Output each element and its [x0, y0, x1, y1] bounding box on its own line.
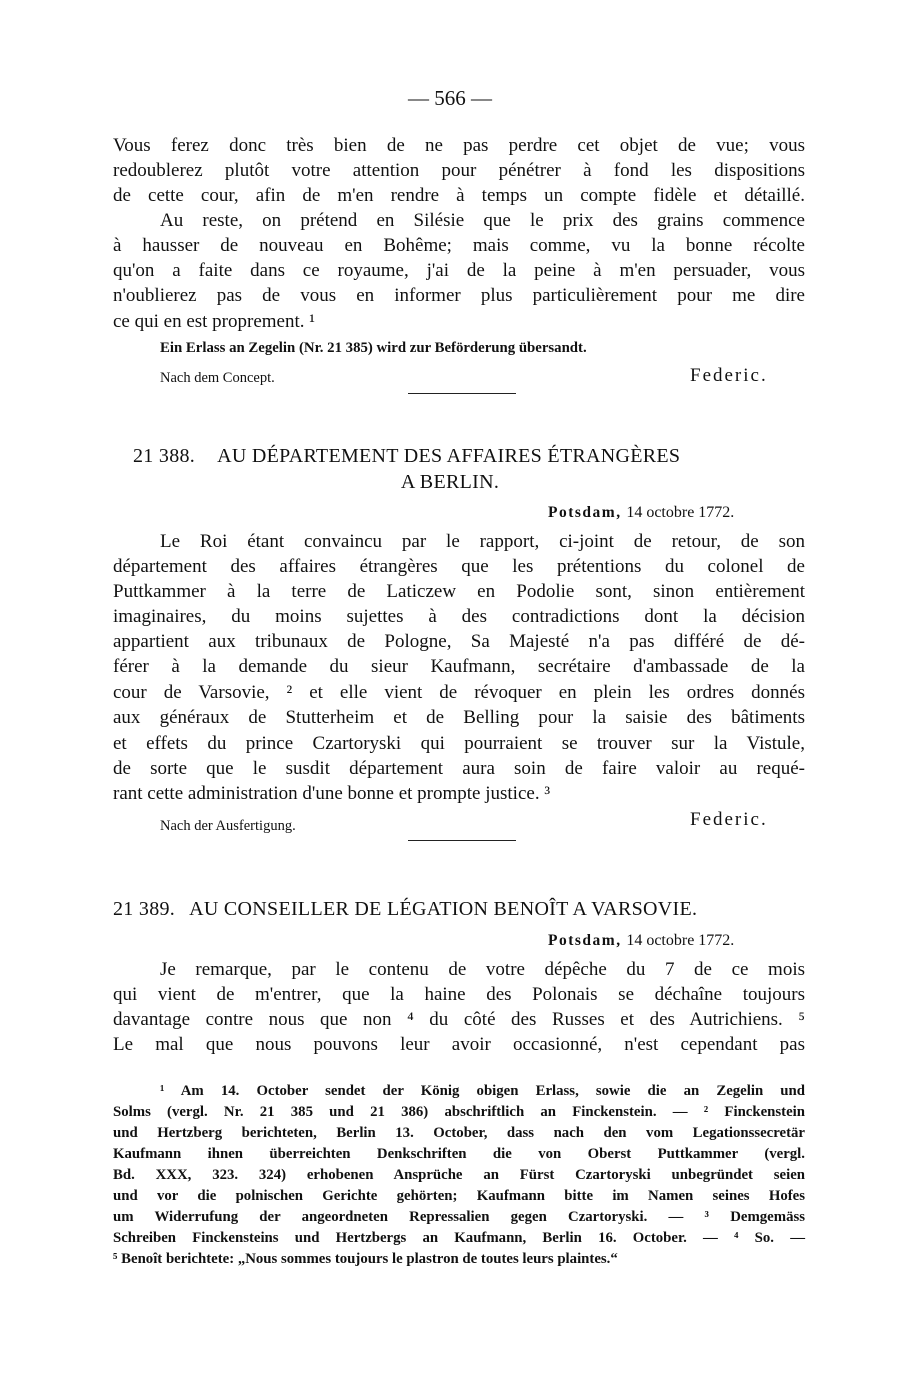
- text-line: aux généraux de Stutterheim et de Belling pour la saisie des bâtiments: [113, 707, 805, 728]
- letter-title-line2: A BERLIN.: [400, 471, 500, 493]
- text-line: Le mal que nous pouvons leur avoir occasionné, n'est cependant pas: [113, 1034, 805, 1055]
- text-line: de cette cour, afin de m'en rendre à temps un compte fidèle et détaillé.: [113, 185, 805, 206]
- letter-number: 21 389.: [113, 898, 176, 920]
- footnote-line: und vor die polnischen Gerichte gehörten; Kaufmann bitte im Namen seines Hofes: [113, 1188, 805, 1204]
- text-line: appartient aux tribunaux de Pologne, Sa Majesté n'a pas différé de dé-: [113, 631, 805, 652]
- letter-heading: [113, 897, 813, 921]
- text-line: qu'on a faite dans ce royaume, j'ai de la peine à m'en persuader, vous: [113, 260, 805, 281]
- date: 14 octobre 1772.: [626, 932, 735, 949]
- footnote-line: um Widerrufung der angeordneten Repressalien gegen Czartoryski. — ³ Demgemäss: [113, 1209, 805, 1225]
- text-line: imaginaires, du moins sujettes à des contradictions dont la décision: [113, 606, 805, 627]
- footnote-line: Schreiben Finckensteins und Hertzbergs an Kaufmann, Berlin 16. October. — ⁴ So. —: [113, 1230, 805, 1246]
- letter-title: AU DÉPARTEMENT DES AFFAIRES ÉTRANGÈRES: [217, 445, 681, 467]
- text-line: n'oublierez pas de vous en informer plus particulièrement pour me dire: [113, 285, 805, 306]
- footnote-line: ⁵ Benoît berichtete: „Nous sommes toujours le plastron de toutes leurs plaintes.“: [113, 1251, 618, 1267]
- page-number: — 566 —: [408, 86, 492, 110]
- text-line: à hausser de nouveau en Bohême; mais comme, vu la bonne récolte: [113, 235, 805, 256]
- footnote-line: Solms (vergl. Nr. 21 385 und 21 386) abschriftlich an Finckenstein. — ² Finckenstein: [113, 1104, 805, 1120]
- place-date: [548, 500, 808, 525]
- footnote-line: und Hertzberg berichteten, Berlin 13. October, dass nach den vom Legationssecretär: [113, 1125, 805, 1141]
- signature: Federic.: [690, 809, 768, 830]
- text-line: et effets du prince Czartoryski qui pourraient se trouver sur la Vistule,: [113, 733, 805, 754]
- text-line: férer à la demande du sieur Kaufmann, secrétaire d'ambassade de la: [113, 656, 805, 677]
- footnote-line: Kaufmann ihnen überreichten Denkschriften die von Oberst Puttkammer (vergl.: [113, 1146, 805, 1162]
- section-divider: [408, 840, 516, 841]
- place: Potsdam,: [548, 504, 622, 521]
- date: 14 octobre 1772.: [626, 504, 735, 521]
- text-line: davantage contre nous que non ⁴ du côté des Russes et des Autrichiens. ⁵: [113, 1009, 805, 1030]
- section-divider: [408, 393, 516, 394]
- place-date: [548, 928, 808, 953]
- footnote-line: ¹ Am 14. October sendet der König obigen Erlass, sowie die an Zegelin und: [160, 1083, 805, 1099]
- editorial-note: Ein Erlass an Zegelin (Nr. 21 385) wird zur Beförderung übersandt.: [160, 340, 587, 356]
- text-line: redoublerez plutôt votre attention pour pénétrer à fond les dispositions: [113, 160, 805, 181]
- text-line: qui vient de m'entrer, que la haine des Polonais se déchaîne toujours: [113, 984, 805, 1005]
- text-line: Le Roi étant convaincu par le rapport, ci-joint de retour, de son: [160, 531, 805, 552]
- text-line: ce qui en est proprement. ¹: [113, 311, 315, 332]
- letter-number: 21 388.: [133, 445, 196, 467]
- letter-title: AU CONSEILLER DE LÉGATION BENOÎT A VARSOVIE.: [189, 898, 698, 920]
- text-line: de sorte que le susdit département aura soin de faire valoir au requé-: [113, 758, 805, 779]
- text-line: cour de Varsovie, ² et elle vient de révoquer en plein les ordres donnés: [113, 682, 805, 703]
- text-line: département des affaires étrangères que les prétentions du colonel de: [113, 556, 805, 577]
- place: Potsdam,: [548, 932, 622, 949]
- text-line: Vous ferez donc très bien de ne pas perdre cet objet de vue; vous: [113, 135, 805, 156]
- text-line: Je remarque, par le contenu de votre dépêche du 7 de ce mois: [160, 959, 805, 980]
- text-line: rant cette administration d'une bonne et prompte justice. ³: [113, 783, 551, 804]
- letter-heading: [133, 444, 813, 468]
- text-line: Au reste, on prétend en Silésie que le prix des grains commence: [160, 210, 805, 231]
- text-line: Puttkammer à la terre de Laticzew en Podolie sont, sinon entièrement: [113, 581, 805, 602]
- footnote-line: Bd. XXX, 323. 324) erhobenen Ansprüche an Fürst Czartoryski unbegründet seien: [113, 1167, 805, 1183]
- source-note: Nach dem Concept.: [160, 370, 275, 386]
- source-note: Nach der Ausfertigung.: [160, 818, 296, 834]
- signature: Federic.: [690, 365, 768, 386]
